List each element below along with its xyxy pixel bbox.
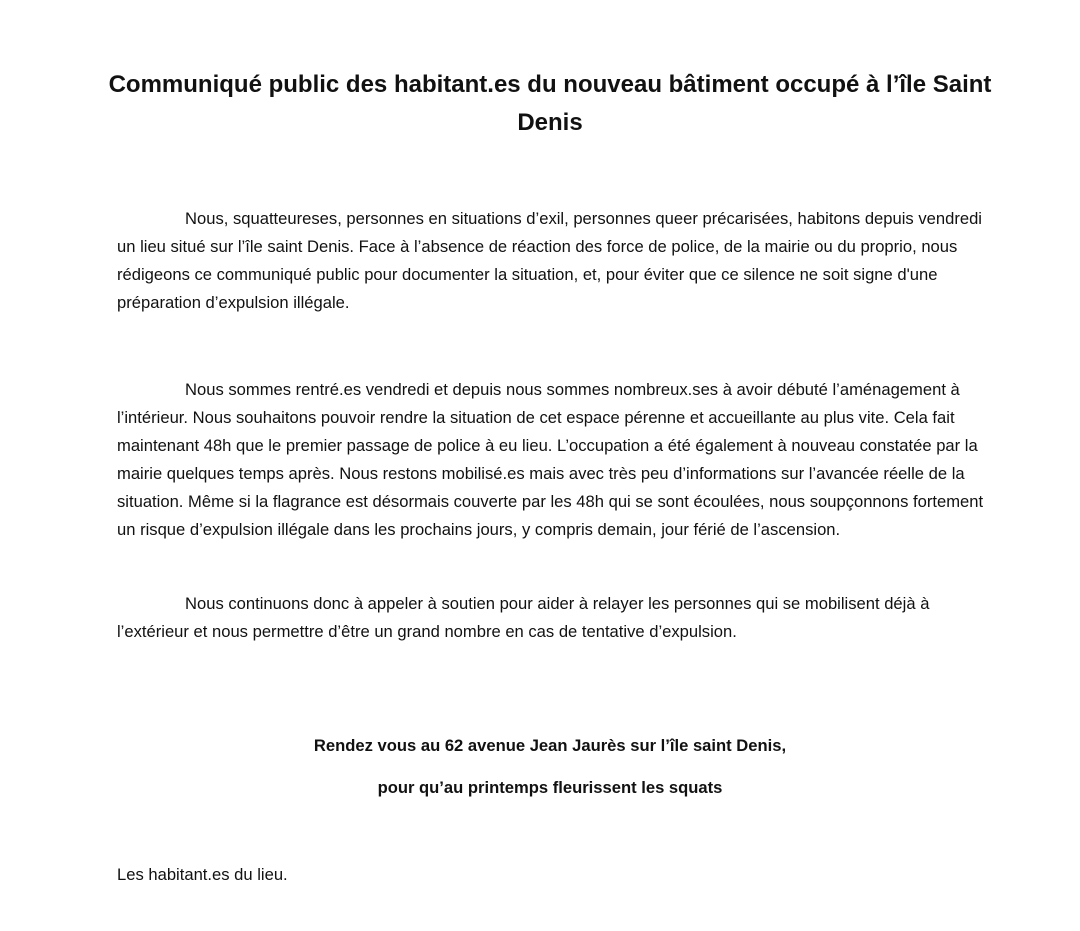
paragraph-situation: Nous sommes rentré.es vendredi et depuis nous sommes nombreux.ses à avoir débuté l’aménagement à l’intérieur. Nous souhaitons pouvoir rendre la situation de cet espace pérenne et accueillante au plus vite. Cela fait maintenant 48h que le premier passage de police à eu lieu. L’occupation a été également à nouveau constatée par la mairie quelques temps après. Nous restons mobilisé.es mais avec très peu d’informations sur l’avancée réelle de la situation. Même si la flagrance est désormais couverte par les 48h qui se sont écoulées, nous soupçonnons fortement un risque d’expulsion illégale dans les prochains jours, y compris demain, jour férié de l’ascension.: [117, 380, 984, 539]
signature: Les habitant.es du lieu.: [117, 865, 288, 884]
slogan: pour qu’au printemps fleurissent les squats: [377, 778, 723, 797]
paragraph-intro: Nous, squatteureses, personnes en situations d’exil, personnes queer précarisées, habitons depuis vendredi un lieu situé sur l’île saint Denis. Face à l’absence de réaction des force de police, de la mairie ou du proprio, nous rédigeons ce communiqué public pour documenter la situation, et, pour éviter que ce silence ne soit signe d'une préparation d’expulsion illégale.: [117, 209, 982, 312]
document-title: Communiqué public des habitant.es du nouveau bâtiment occupé à l’île Saint Denis: [108, 71, 992, 136]
rendezvous-address: Rendez vous au 62 avenue Jean Jaurès sur l’île saint Denis,: [313, 736, 787, 755]
paragraph-call-for-support: Nous continuons donc à appeler à soutien pour aider à relayer les personnes qui se mobilisent déjà à l’extérieur et nous permettre d’être un grand nombre en cas de tentative d’expulsion.: [117, 594, 930, 641]
